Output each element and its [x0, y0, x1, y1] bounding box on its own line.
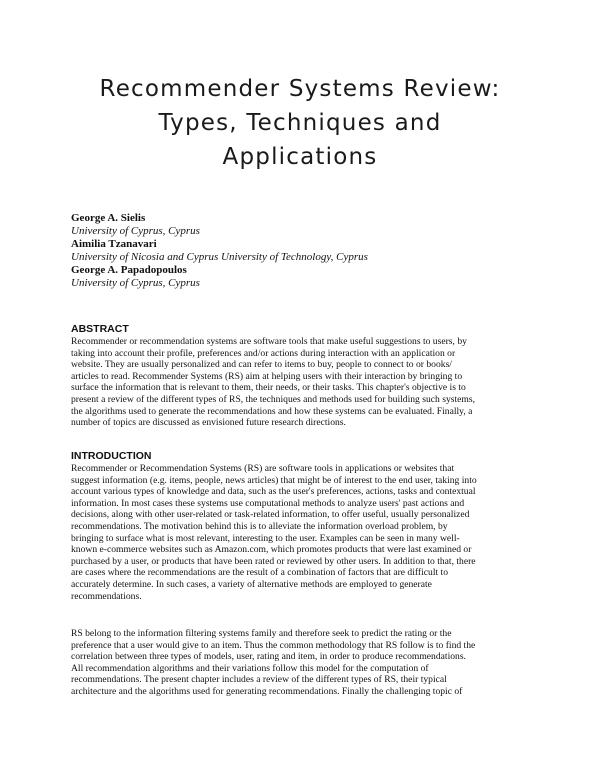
author-name: George A. Papadopoulos: [71, 264, 187, 276]
text-line: number of topics are discussed as envisioned future research directions.: [71, 417, 346, 429]
intro-continuation: [71, 628, 533, 698]
text-line: articles to read. Recommender Systems (RS) aim at helping users with their interaction by bringing to: [71, 370, 463, 382]
text-line: recommendations.: [71, 590, 142, 602]
text-line: present a review of the different types of RS, the techniques and methods used for building such systems,: [71, 393, 476, 405]
text-line: architecture and the algorithms used for generating recommendations. Finally the challenging topic of: [71, 685, 463, 697]
text-line: Recommender or Recommendation Systems (RS) are software tools in applications or websites that: [71, 463, 455, 474]
text-line: taking into account their profile, preferences and/or actions during interaction with an application or: [71, 347, 456, 359]
text-line: known e-commerce websites such as Amazon.com, which promotes products that were last examined or: [71, 544, 472, 556]
author-name: George A. Sielis: [71, 212, 146, 224]
title-line: Types, Techniques and: [158, 110, 442, 136]
text-line: account various types of knowledge and data, such as the user's preferences, actions, tasks and contextual: [71, 486, 476, 498]
intro-paragraph-1: [71, 463, 533, 602]
title-line: Applications: [222, 144, 378, 170]
title-line: Recommender Systems Review:: [99, 76, 501, 102]
text-line: bringing to surface what is most relevant, interesting to the user. Examples can be seen in many well-: [71, 532, 460, 544]
intro-paragraph-2: [71, 628, 533, 698]
text-line: RS belong to the information filtering systems family and therefore seek to predict the rating or the: [71, 628, 452, 639]
introduction-heading: INTRODUCTION: [71, 450, 152, 462]
author-block: [71, 212, 368, 290]
text-line: recommendations. The motivation behind this is to alleviate the information overload problem, by: [71, 520, 448, 532]
text-line: are cases where the recommendations are the result of a combination of factors that are difficult to: [71, 567, 449, 579]
abstract-section: [71, 323, 533, 429]
text-line: information. In most cases these systems use computational methods to analyze users' past actions and: [71, 497, 465, 509]
text-line: Recommender or recommendation systems are software tools that make useful suggestions to users, by: [71, 336, 467, 347]
text-line: suggest information (e.g. items, people, news articles) that might be of interest to the end user, taking into: [71, 474, 477, 486]
text-line: recommendations. The present chapter includes a review of the different types of RS, their typical: [71, 674, 447, 686]
text-line: All recommendation algorithms and their variations follow this model for the computation of: [71, 662, 429, 674]
text-line: website. They are usually personalized and can refer to items to buy, people to connect to or books/: [71, 359, 452, 371]
text-line: correlation between three types of models, user, rating and item, in order to produce recommendations.: [71, 651, 466, 663]
text-line: surface the information that is relevant to them, their needs, or their tasks. This chapter's objective is to: [71, 382, 466, 394]
text-line: decisions, along with other user-related or task-related information, to offer useful, usually personalized: [71, 509, 470, 521]
abstract-heading: ABSTRACT: [71, 323, 129, 335]
text-line: purchased by a user, or products that have been rated or reviewed by other users. In addition to that, there: [71, 555, 476, 567]
introduction-section: [71, 450, 533, 602]
text-line: preference that a user would give to an item. Thus the common methodology that RS follow is to find the: [71, 639, 476, 651]
author-name: Aimilia Tzanavari: [71, 238, 157, 250]
author-affiliation: University of Cyprus, Cyprus: [71, 277, 200, 289]
paper-title: [40, 72, 560, 174]
text-line: the algorithms used to generate the recommendations and how these systems can be evaluated. Finally, a: [71, 405, 473, 417]
abstract-paragraph: [71, 336, 533, 429]
author-affiliation: University of Nicosia and Cyprus University of Technology, Cyprus: [71, 251, 368, 263]
author-affiliation: University of Cyprus, Cyprus: [71, 225, 200, 237]
text-line: accurately determine. In such cases, a variety of alternative methods are employed to generate: [71, 578, 432, 590]
